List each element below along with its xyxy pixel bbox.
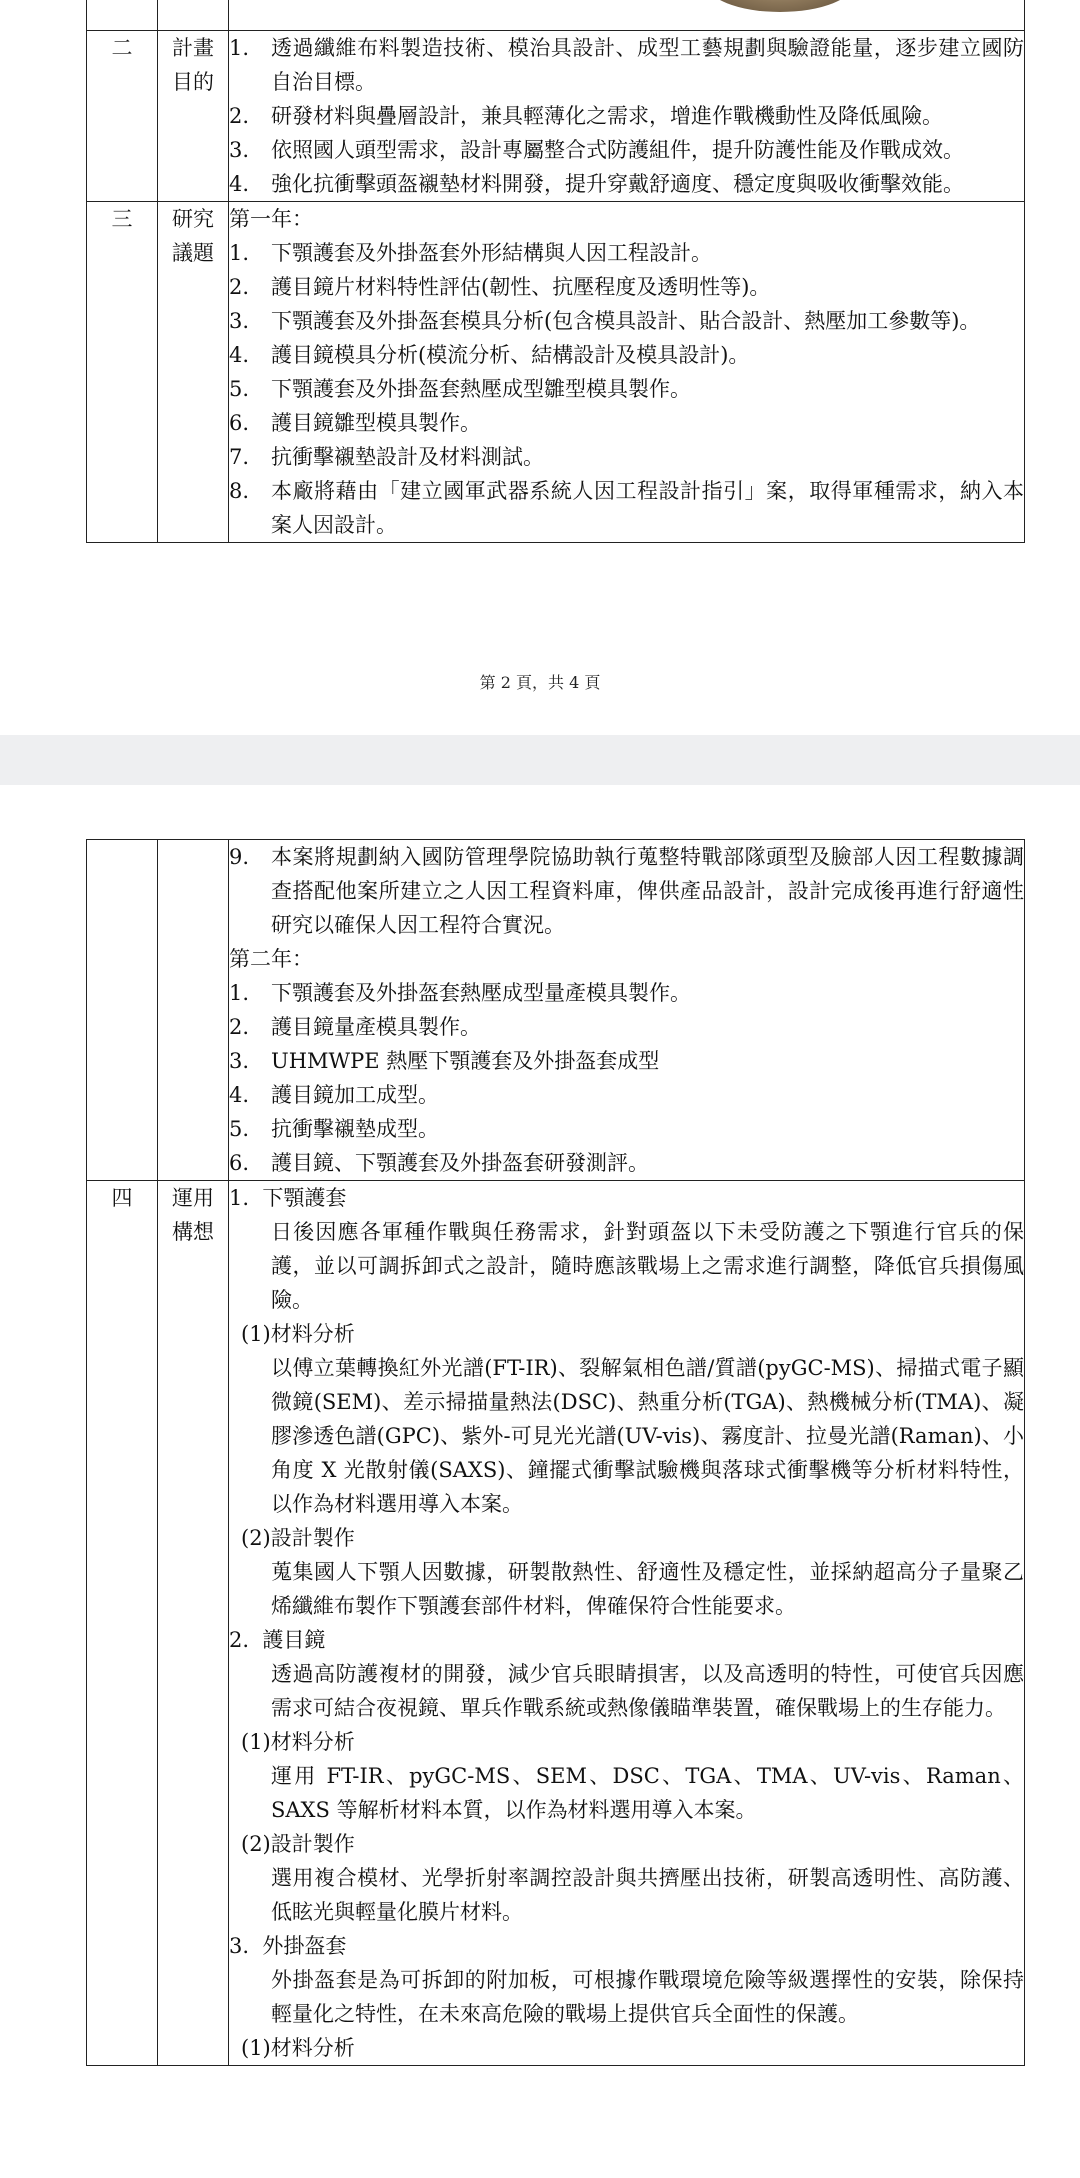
list-item: 5. 下顎護套及外掛盔套熱壓成型雛型模具製作。 bbox=[229, 377, 691, 401]
row-content bbox=[229, 31, 1025, 202]
subsection-text: 運用 FT-IR、pyGC-MS、SEM、DSC、TGA、TMA、UV-vis、Raman、SAXS 等解析材料本質，以作為材料選用導入本案。 bbox=[271, 1764, 1024, 1822]
table-row-application-concept bbox=[87, 1181, 1025, 2066]
table-row-research-topics-continued bbox=[87, 840, 1025, 1181]
section-text: 日後因應各軍種作戰與任務需求，針對頭盔以下未受防護之下顎進行官兵的保護，並以可調拆卸式之設計，隨時應該戰場上之需求進行調整，降低官兵損傷風險。 bbox=[271, 1220, 1024, 1312]
table-row-research-topics bbox=[87, 202, 1025, 543]
list-item: 3. 依照國人頭型需求，設計專屬整合式防護組件，提升防護性能及作戰成效。 bbox=[229, 138, 964, 162]
list-item: 2. 護目鏡量產模具製作。 bbox=[229, 1015, 481, 1039]
list-item: 6. 護目鏡雛型模具製作。 bbox=[229, 411, 481, 435]
row-content bbox=[229, 202, 1025, 543]
subsection-title: (1)材料分析 bbox=[241, 1730, 355, 1754]
row-number: 三 bbox=[87, 202, 158, 543]
year-heading: 第一年： bbox=[229, 207, 313, 231]
section-title: 1. 下顎護套 bbox=[229, 1186, 347, 1210]
table-row-plan-purpose bbox=[87, 31, 1025, 202]
section-text: 透過高防護複材的開發，減少官兵眼睛損害，以及高透明的特性，可使官兵因應需求可結合夜視鏡、單兵作戰系統或熱像儀瞄準裝置，確保戰場上的生存能力。 bbox=[271, 1662, 1024, 1720]
subsection-text: 選用複合模材、光學折射率調控設計與共擠壓出技術，研製高透明性、高防護、低眩光與輕量化膜片材料。 bbox=[271, 1866, 1024, 1924]
subsection-title: (2)設計製作 bbox=[241, 1526, 355, 1550]
subsection-title: (2)設計製作 bbox=[241, 1832, 355, 1856]
list-item: 3. UHMWPE 熱壓下顎護套及外掛盔套成型 bbox=[229, 1049, 660, 1073]
list-item: 5. 抗衝擊襯墊成型。 bbox=[229, 1117, 439, 1141]
row-label: 運用 構想 bbox=[158, 1181, 229, 2066]
list-item: 8. 本廠將藉由「建立國軍武器系統人因工程設計指引」案，取得軍種需求，納入本案人因設計。 bbox=[229, 479, 1024, 537]
section-title: 2. 護目鏡 bbox=[229, 1628, 326, 1652]
page-footer: 第 2 頁，共 4 頁 bbox=[479, 673, 601, 692]
list-item: 1. 下顎護套及外掛盔套外形結構與人因工程設計。 bbox=[229, 241, 712, 265]
document-page-3 bbox=[0, 785, 1080, 2178]
list-item: 6. 護目鏡、下顎護套及外掛盔套研發測評。 bbox=[229, 1151, 649, 1175]
list-item: 1. 下顎護套及外掛盔套熱壓成型量產模具製作。 bbox=[229, 981, 691, 1005]
row-number: 二 bbox=[87, 31, 158, 202]
list-item: 9. 本案將規劃納入國防管理學院協助執行蒐整特戰部隊頭型及臉部人因工程數據調查搭配他案所建立之人因工程資料庫，俾供產品設計，設計完成後再進行舒適性研究以確保人因工程符合實況。 bbox=[229, 845, 1024, 937]
table-row-top-stub bbox=[87, 0, 1025, 31]
subsection-title: (1)材料分析 bbox=[241, 2036, 355, 2060]
list-item: 4. 護目鏡模具分析(模流分析、結構設計及模具設計)。 bbox=[229, 343, 750, 367]
content-table bbox=[86, 839, 1025, 2066]
document-page-2 bbox=[0, 0, 1080, 735]
list-item: 1. 透過纖維布料製造技術、模治具設計、成型工藝規劃與驗證能量，逐步建立國防自治目標。 bbox=[229, 36, 1024, 94]
content-table bbox=[86, 0, 1025, 543]
list-item: 3. 下顎護套及外掛盔套模具分析(包含模具設計、貼合設計、熱壓加工參數等)。 bbox=[229, 309, 981, 333]
row-number: 四 bbox=[87, 1181, 158, 2066]
subsection-title: (1)材料分析 bbox=[241, 1322, 355, 1346]
page-separator bbox=[0, 735, 1080, 785]
section-title: 3. 外掛盔套 bbox=[229, 1934, 347, 1958]
subsection-text: 蒐集國人下顎人因數據，研製散熱性、舒適性及穩定性，並採納超高分子量聚乙烯纖維布製作下顎護套部件材料，俾確保符合性能要求。 bbox=[271, 1560, 1024, 1618]
list-item: 4. 強化抗衝擊頭盔襯墊材料開發，提升穿戴舒適度、穩定度與吸收衝擊效能。 bbox=[229, 172, 964, 196]
row-label: 計畫 目的 bbox=[158, 31, 229, 202]
subsection-text: 以傅立葉轉換紅外光譜(FT-IR)、裂解氣相色譜/質譜(pyGC-MS)、掃描式電子顯微鏡(SEM)、差示掃描量熱法(DSC)、熱重分析(TGA)、熱機械分析(TMA)、凝膠滲透色譜(GPC)、紫外-可見光光譜(UV-vis)、霧度計、拉曼光譜(Raman)、小角度 X 光散射儀(SAXS)、鐘擺式衝擊試驗機與落球式衝擊機等分析材料特性，以作為材料選用導入本案。 bbox=[271, 1356, 1024, 1516]
list-item: 7. 抗衝擊襯墊設計及材料測試。 bbox=[229, 445, 544, 469]
list-item: 2. 護目鏡片材料特性評估(韌性、抗壓程度及透明性等)。 bbox=[229, 275, 771, 299]
list-item: 4. 護目鏡加工成型。 bbox=[229, 1083, 439, 1107]
section-text: 外掛盔套是為可拆卸的附加板，可根據作戰環境危險等級選擇性的安裝，除保持輕量化之特性，在未來高危險的戰場上提供官兵全面性的保護。 bbox=[271, 1968, 1024, 2026]
row-label: 研究 議題 bbox=[158, 202, 229, 543]
list-item: 2. 研發材料與疊層設計，兼具輕薄化之需求，增進作戰機動性及降低風險。 bbox=[229, 104, 943, 128]
row-content bbox=[229, 840, 1025, 1181]
row-content bbox=[229, 1181, 1025, 2066]
year-heading: 第二年： bbox=[229, 947, 313, 971]
